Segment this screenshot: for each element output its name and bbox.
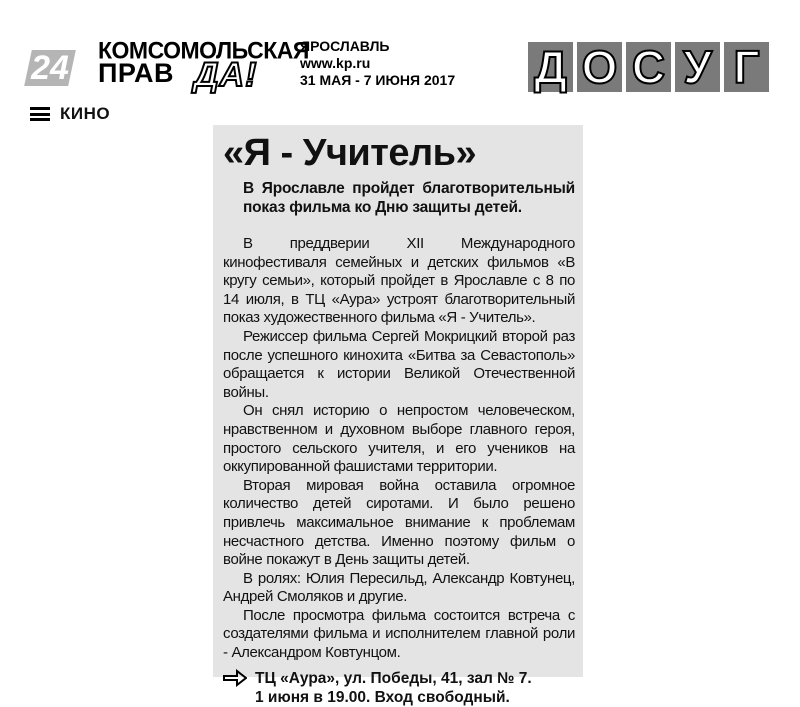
section-letter: С	[626, 42, 671, 92]
article-headline: «Я - Учитель»	[223, 132, 477, 174]
section-letter: Д	[528, 42, 573, 92]
edition-city: ЯРОСЛАВЛЬ	[300, 38, 390, 54]
edition-website: www.kp.ru	[300, 55, 371, 71]
article-paragraph: В преддверии XII Международного кинофестиваля семейных и детских фильмов «В кругу семьи», который пройдет в Ярославле с 8 по 14 июля, в ТЦ «Аура» устроят благотворительный показ художественного фильма «Я - Учитель».	[223, 235, 575, 327]
article-paragraph: Вторая мировая война оставила огромное количество детей сиротами. И было решено привлечь максимальное внимание к проблемам несчастного детства. Именно поэтому фильм о войне покажут в День защиты детей.	[223, 476, 575, 569]
menu-icon	[30, 107, 50, 121]
event-time: 1 июня в 19.00. Вход свободный.	[255, 688, 510, 706]
article	[213, 125, 583, 706]
article-lead: В Ярославле пройдет благотворительный показ фильма ко Дню защиты детей.	[243, 180, 575, 216]
event-location: ТЦ «Аура», ул. Победы, 41, зал № 7.	[255, 669, 532, 687]
newspaper-logo-line2: ПРАВ	[98, 58, 175, 88]
rubric-label: КИНО	[60, 104, 111, 123]
arrow-right-icon	[223, 669, 247, 687]
page-number: 24	[31, 49, 69, 87]
page-number-badge	[24, 50, 76, 86]
article-paragraph: Он снял историю о непростом человеческом, нравственном и духовном выборе главного героя, простого сельского учителя, и его учеников на оккупированной фашистами территории.	[223, 402, 575, 476]
article-body	[223, 235, 575, 663]
section-letter: У	[675, 42, 720, 92]
edition-dates: 31 МАЯ - 7 ИЮНЯ 2017	[300, 72, 456, 88]
newspaper-logo-suffix: ДА!	[194, 56, 258, 94]
event-info	[223, 669, 575, 707]
section-title	[528, 42, 769, 92]
section-letter: О	[577, 42, 622, 92]
rubric	[30, 104, 110, 124]
article-paragraph: В ролях: Юлия Пересильд, Александр Ковтунец, Андрей Смоляков и другие.	[223, 569, 575, 606]
section-letter: Г	[724, 42, 769, 92]
event-details	[255, 669, 532, 707]
article-paragraph: После просмотра фильма состоится встреча с создателями фильма и исполнителем главной роли - Александром Ковтунцом.	[223, 606, 575, 662]
article-paragraph: Режиссер фильма Сергей Мокрицкий второй раз после успешного кинохита «Битва за Севастополь» обращается к истории Великой Отечественной войны.	[223, 327, 575, 401]
edition-info	[300, 38, 455, 89]
newspaper-logo-line1: КОМСОМОЛЬСКАЯ	[98, 36, 309, 64]
